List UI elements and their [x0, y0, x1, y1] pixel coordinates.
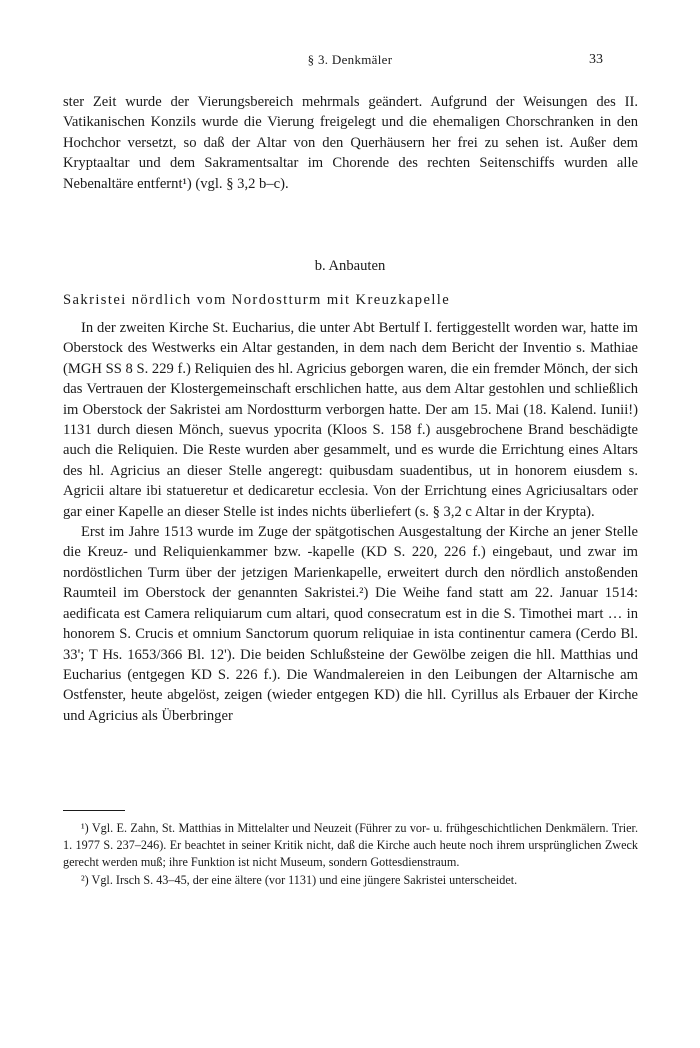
page-number: 33 — [589, 52, 603, 67]
main-text — [63, 318, 638, 726]
paragraph-3: Erst im Jahre 1513 wurde im Zuge der spätgotischen Ausgestaltung der Kirche an jener Stelle die Kreuz- und Reliquienkammer bzw. -kapelle (KD S. 220, 226 f.) eingebaut, und zwar im nordöstlichen Turm über der jetzigen Marienkapelle, erweitert durch den nördlich anstoßenden Raumteil im Oberstock der genannten Sakristei.²) Die Weihe fand statt am 22. Januar 1514: aedificata est Camera reliquiarum cum altari, quod consecratum est in die S. Timothei mart … in honorem S. Crucis et omnium Sanctorum quorum reliquiae in ista continentur camera (Cerdo Bl. 33'; T Hs. 1653/366 Bl. 12'). Die beiden Schlußsteine der Gewölbe zeigen die hll. Matthias und Eucharius (entgegen KD S. 226 f.). Die Wandmalereien in den Leibungen der Altarnische am Ostfenster, heute abgelöst, zeigen (wieder entgegen KD) die hll. Cyrillus als Erbauer der Kirche und Agricius als Überbringer — [63, 524, 638, 724]
footnote-rule — [63, 810, 125, 811]
paragraph-continuation — [63, 92, 638, 194]
subheading: Sakristei nördlich vom Nordostturm mit Kreuzkapelle — [63, 292, 451, 308]
footnotes — [63, 820, 638, 889]
section-heading: b. Anbauten — [314, 258, 386, 274]
footnote-2: ²) Vgl. Irsch S. 43–45, der eine ältere (vor 1131) und eine jüngere Sakristei unterscheidet. — [81, 872, 518, 887]
running-head: § 3. Denkmäler — [307, 52, 393, 67]
footnote-1: ¹) Vgl. E. Zahn, St. Matthias in Mittelalter und Neuzeit (Führer zu vor- u. frühgeschichtlichen Denkmälern. Trier. 1. 1977 S. 237–246). Er beachtet in seiner Kritik nicht, daß die Kirche auch heute noch ihrem ursprünglichen Zweck gerecht werden muß; ihre Funktion ist nicht Museum, sondern Gottesdienstraum. — [63, 821, 638, 870]
paragraph-1: ster Zeit wurde der Vierungsbereich mehrmals geändert. Aufgrund der Weisungen des II. Vatikanischen Konzils wurde die Vierung freigelegt und die ehemaligen Chorschranken in den Hochchor versetzt, so daß der Altar von den Querhäusern her frei zu sehen ist. Außer dem Kryptaaltar und dem Sakramentsaltar im Chorende des rechten Seitenschiffs wurden alle Nebenaltäre entfernt¹) (vgl. § 3,2 b–c). — [63, 94, 638, 192]
paragraph-2: In der zweiten Kirche St. Eucharius, die unter Abt Bertulf I. fertiggestellt worden war, hatte im Oberstock des Westwerks ein Altar gestanden, in dem nach dem Bericht der Inventio s. Mathiae (MGH SS 8 S. 229 f.) Reliquien des hl. Agricius geborgen waren, die ein fremder Mönch, der sich das Vertrauen der Klostergemeinschaft erschlichen hatte, aus dem Altar gestohlen und schließlich im Oberstock der Sakristei am Nordostturm verborgen hatte. Der am 15. Mai (18. Kalend. Iunii!) 1131 durch diesen Mönch, suevus ypocrita (Kloos S. 158 f.) ausgebrochene Brand beschädigte auch die Reliquien. Die Reste wurden aber gesammelt, und es wurde die Errichtung eines Altars des hl. Agricius an dieser Stelle angeregt: quibusdam suadentibus, ut in honorem eiusdem s. Agricii altare ibi statueretur et dedicaretur ecclesia. Von der Errichtung eines Agriciusaltars oder gar einer Kapelle an dieser Stelle ist indes nichts überliefert (s. § 3,2 c Altar in der Krypta). — [63, 320, 638, 520]
